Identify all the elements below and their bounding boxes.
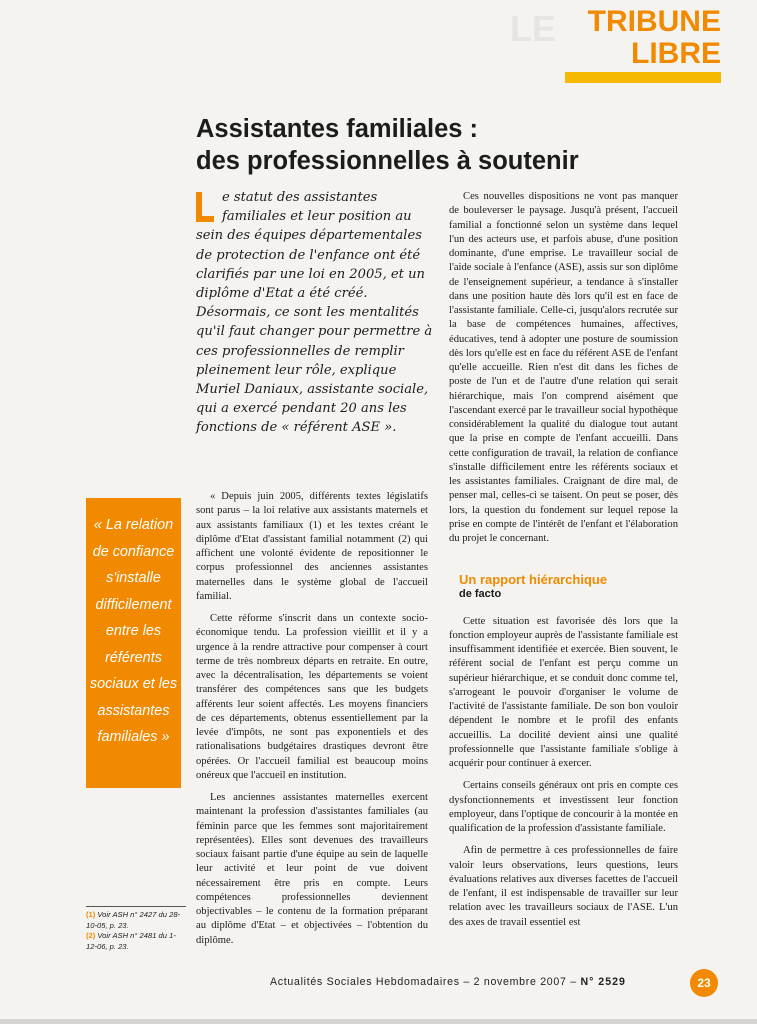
section-heading: Un rapport hiérarchique (459, 572, 608, 588)
bottom-edge (0, 1019, 757, 1024)
paragraph: Certains conseils généraux ont pris en compte ces dysfonctionnements et investissent leur fonction employeur, dans l'optique de concourir à la montée en qualification de la profession d'assistante familiale. (449, 780, 678, 834)
issue-number: N° 2529 (580, 976, 626, 988)
rubric-line-1: TRIBUNE (587, 5, 721, 38)
rubric-bar (565, 72, 721, 83)
lead-text: e statut des assistantes familiales et leur position au sein des équipes départementales de protection de l'enfance ont été clarifiés par une loi en 2005, et un diplôme d'Etat a été créé. Désormais, ce sont les mentalités qu'il faut changer pour permettre à ces professionnelles de remplir pleinement leur rôle, explique Muriel Daniaux, assistante sociale, qui a exercé pendant 20 ans les fonctions de « référent ASE ». (196, 190, 433, 436)
footnote-text: Voir ASH n° 2427 du 28-10-05, p. 23. (86, 910, 181, 930)
footnotes (86, 906, 186, 952)
pull-quote-text: « La relation de confiance s'installe difficilement entre les référents sociaux et les assistantes familiales » (89, 517, 178, 745)
publication-line: Actualités Sociales Hebdomadaires – 2 novembre 2007 – (270, 976, 581, 988)
column-1 (196, 490, 428, 956)
footnote-text: Voir ASH n° 2481 du 1-12-06, p. 23. (86, 931, 176, 951)
bleed-through-text: LE (510, 8, 557, 49)
rubric-line-2: LIBRE (631, 37, 721, 70)
footnote (86, 910, 186, 931)
paragraph: Les anciennes assistantes maternelles exercent maintenant la profession d'assistantes familiales (au féminin parce que les femmes sont majoritairement représentées). Elles sont devenues des travailleurs sociaux faisant partie d'une équipe au sein de laquelle leur activité et leur point de vue doivent nécessairement être pris en compte. Leurs compétences professionnelles deviennent objectivables – le contenu de la formation préparant au diplôme d'Etat – et objectivées – l'obtention du diplôme. (196, 792, 428, 946)
section-heading-sub: de facto (459, 588, 502, 601)
rubric-label (565, 6, 721, 83)
title-line-1: Assistantes familiales : (196, 115, 479, 143)
dropcap-l (196, 192, 214, 222)
article-lead (196, 188, 441, 438)
paragraph: Afin de permettre à ces professionnelles de faire valoir leurs observations, leurs questions, leurs évaluations relatives aux diverses facettes de l'accueil de l'enfant, il est indispensable de travailler sur leur relation avec les travailleurs sociaux de l'ASE. L'un des axes de travail essentiel est (449, 845, 678, 928)
paragraph: Cette situation est favorisée dès lors que la fonction employeur auprès de l'assistante familiale est insuffisamment identifiée et exercée. Bien souvent, le référent social de l'enfant est perçu comme un supérieur hiérarchique, et se conduit donc comme tel, s'arrogeant le pouvoir d'organiser le volume de l'activité de l'assistante familiale. De son bon vouloir dépendent le nombre et le profil des enfants accueillis. La docilité devient ainsi une qualité professionnelle que l'assistante familiale s'oblige à acquérir pour continuer à exercer. (449, 615, 679, 769)
article-title (196, 113, 666, 177)
footnote-number: (2) (86, 931, 96, 940)
page-footer (270, 976, 626, 988)
paragraph: « Depuis juin 2005, différents textes législatifs sont parus – la loi relative aux assistants maternels et aux assistants familiaux (1) et les textes créant le diplôme d'Etat d'assistant familial notamment (2) qui affichent une volonté évidente de repositionner le corpus professionnel des anciennes assistantes maternelles dans le système global de l'accueil familial. (196, 491, 428, 602)
paragraph: Ces nouvelles dispositions ne vont pas manquer de bouleverser le paysage. Jusqu'à présent, l'accueil familial a fonctionné selon un système dans lequel l'un des acteurs use, et parfois abuse, d'une position dominante, d'une emprise. Le travailleur social de l'aide sociale à l'enfance (ASE), assis sur son diplôme de l'enseignement supérieur, a tendance à s'installer dans une position haute dès lors qu'il est en face de l'assistante familiale. Celle-ci, jusqu'alors recrutée sur la base de compétences humaines, affectives, éducatives, tend à adopter une posture de soumission dès lors qu'elle est en face du référent ASE de l'enfant qu'elle accueille. Rien n'est dit dans les fiches de poste de l'un et de l'autre d'une relation qui serait hiérarchique, mais l'on comprend aisément que l'ascendant exercé par le travailleur social hypothèque considérablement la qualité du dialogue tout autant que la prise en compte de l'enfant accueilli. Dans cette configuration de travail, la relation de confiance s'installe difficilement entre les référents sociaux et les assistantes familiales. Craignant de dire mal, de penser mal, celles-ci se taisent. On peut se poser, dès lors, la question du fondement sur lequel repose la prise en compte de l'intérêt de l'enfant et l'élaboration du projet le concernant. (449, 191, 678, 544)
title-line-2: des professionnelles à soutenir (196, 147, 579, 175)
footnote-number: (1) (86, 910, 96, 919)
page-number: 23 (690, 969, 718, 997)
paragraph: Cette réforme s'inscrit dans un contexte socio-économique tendu. La profession vieillit et il y a urgence à la rendre attractive pour compenser à court terme de très nombreux départs en retraite. En outre, avec la décentralisation, les départements se voient transférer des compétences sans que les budgets afférents leur soient affectés. Les moyens financiers de ces départements, obtenus essentiellement par la levée d'impôts, ne sont pas exponentiels et des rationalisations budgétaires drastiques devront être opérées. Or l'accueil familial est beaucoup moins onéreux que l'accueil en institution. (196, 613, 428, 781)
column-2 (449, 190, 678, 938)
pull-quote (86, 498, 181, 788)
footnote (86, 931, 186, 952)
